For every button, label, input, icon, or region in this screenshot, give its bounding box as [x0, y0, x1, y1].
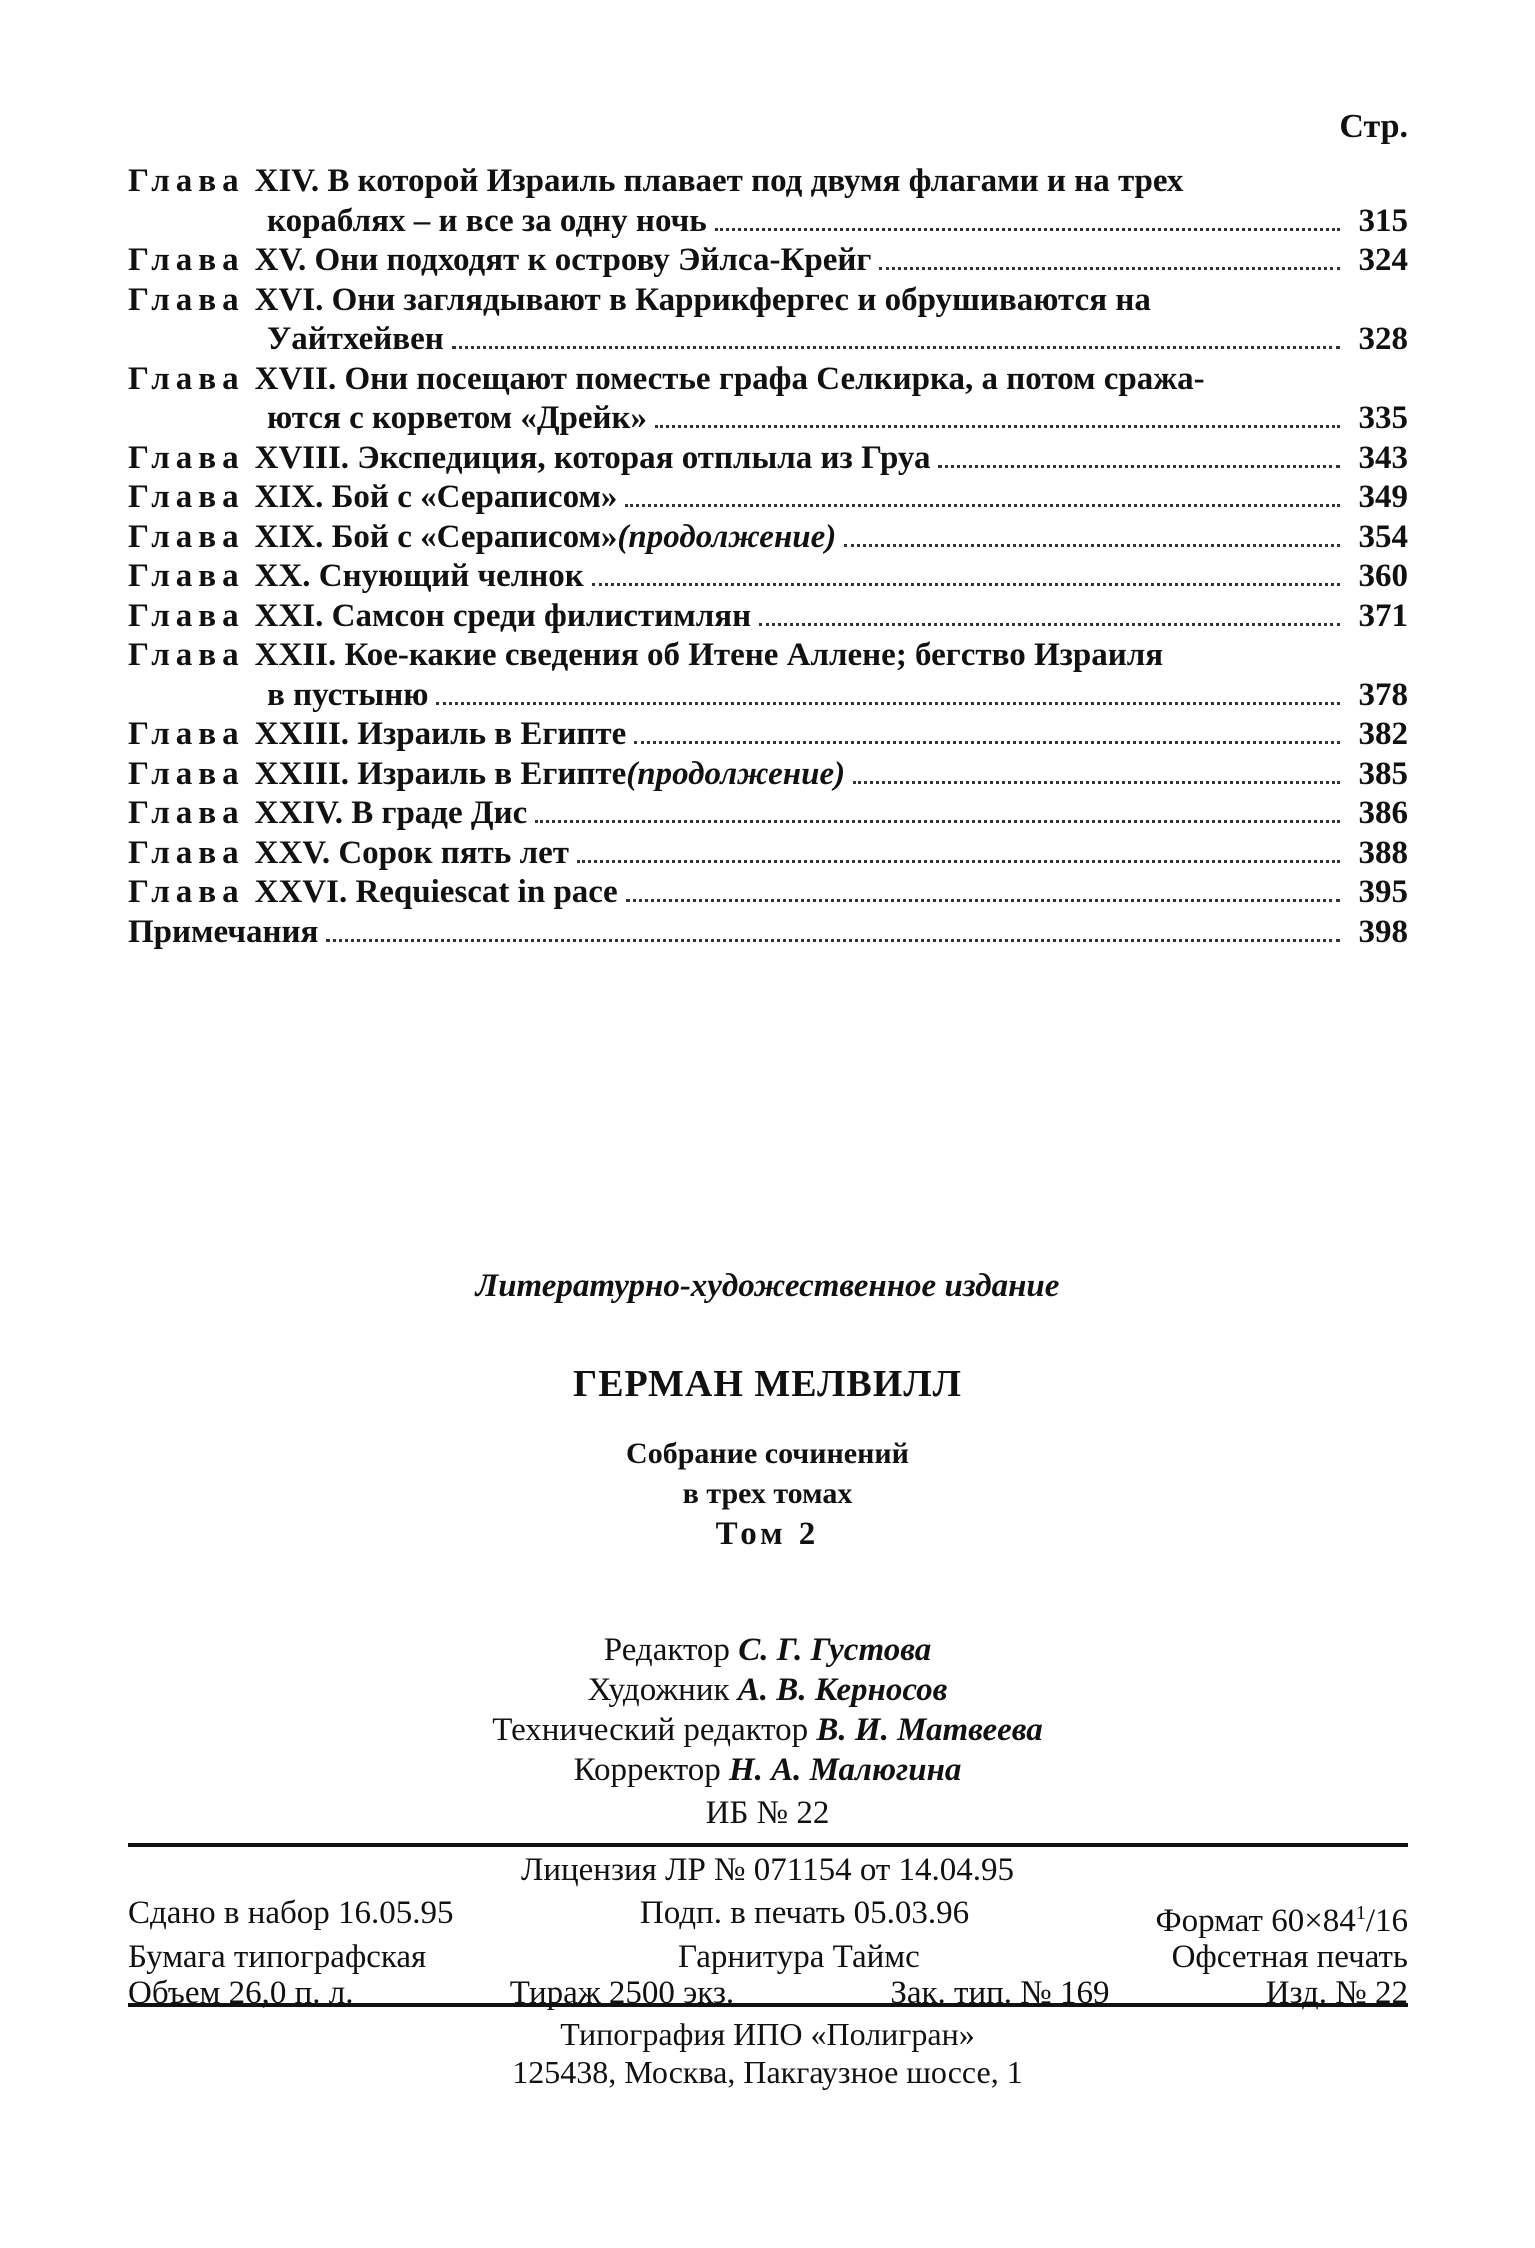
chapter-label: Глава	[128, 597, 245, 634]
chapter-title-continuation: кораблях – и все за одну ночь	[267, 202, 707, 239]
dot-leader	[844, 543, 1340, 547]
toc-entry	[128, 518, 1408, 558]
credit-editor: Редактор С. Г. Густова	[603, 1632, 932, 1668]
dot-leader	[436, 701, 1340, 705]
paper: Бумага типографская	[128, 1939, 427, 1975]
chapter-label: Глава	[128, 637, 245, 673]
toc-entry	[128, 636, 1408, 715]
toc-entry	[128, 834, 1408, 874]
page-number: 315	[1358, 202, 1408, 239]
toc-entry	[128, 715, 1408, 755]
chapter-title: XIX. Бой с «Сераписом»	[254, 479, 618, 515]
chapter-title: XXIII. Израиль в Египте	[254, 755, 627, 792]
chapter-title: XXV. Сорок пять лет	[254, 834, 569, 871]
chapter-label: Глава	[128, 360, 245, 397]
chapter-label: Глава	[128, 439, 245, 476]
dot-leader	[452, 345, 1340, 349]
credits	[0, 1630, 1535, 1790]
page-number: 343	[1358, 439, 1408, 476]
chapter-title: XXIV. В граде Дис	[254, 795, 528, 831]
page-number: 398	[1358, 913, 1408, 950]
toc-entry	[128, 873, 1408, 913]
toc-entry	[128, 439, 1408, 479]
chapter-title: XVI. Они заглядывают в Каррикфергес и обрушиваются на	[254, 281, 1151, 318]
dot-leader	[326, 938, 1340, 942]
credit-proofreader: Корректор Н. А. Малюгина	[573, 1752, 962, 1788]
chapter-title: XIX. Бой с «Сераписом»	[254, 518, 618, 555]
table-of-contents	[128, 162, 1408, 952]
signed-to-print-date: Подп. в печать 05.03.96	[639, 1895, 970, 1931]
license-line: Лицензия ЛР № 071154 от 14.04.95	[520, 1852, 1015, 1888]
page-number: 328	[1358, 321, 1408, 357]
page-number: 382	[1358, 716, 1408, 752]
printer-name: Типография ИПО «Полигран»	[560, 2016, 975, 2052]
chapter-label: Глава	[128, 242, 245, 278]
toc-entry	[128, 241, 1408, 281]
toc-entry	[128, 755, 1408, 795]
chapter-label: Глава	[128, 795, 245, 831]
print-method: Офсетная печать	[1171, 1939, 1408, 1975]
printer-address: 125438, Москва, Пакгаузное шоссе, 1	[512, 2054, 1023, 2090]
chapter-label: Глава	[128, 163, 245, 199]
volume-number: Том 2	[715, 1516, 820, 1552]
toc-entry	[128, 478, 1408, 518]
work-title	[0, 1434, 1535, 1514]
chapter-label: Глава	[128, 281, 245, 318]
chapter-title: XXI. Самсон среди филистимлян	[254, 597, 752, 634]
page-number: 324	[1358, 242, 1408, 278]
page-number: 386	[1358, 795, 1408, 831]
work-title-line-2: в трех томах	[682, 1477, 853, 1510]
page-number: 371	[1358, 597, 1408, 634]
dot-leader	[634, 740, 1340, 744]
author-name: ГЕРМАН МЕЛВИЛЛ	[573, 1363, 962, 1405]
dot-leader	[577, 859, 1340, 863]
divider-rule	[128, 2003, 1408, 2007]
chapter-label: Глава	[128, 874, 245, 910]
printer-info	[0, 2015, 1535, 2091]
chapter-title-continuation: в пустыню	[267, 676, 429, 713]
ib-number: ИБ № 22	[705, 1795, 830, 1831]
print-details-row	[128, 1939, 1408, 1975]
publisher-number: Изд. № 22	[1265, 1975, 1408, 2011]
chapter-title: XV. Они подходят к острову Эйлса-Крейг	[254, 242, 872, 278]
toc-entry	[128, 913, 1408, 953]
print-details	[128, 1895, 1408, 2011]
chapter-note: (продолжение)	[626, 755, 846, 792]
page-number: 385	[1358, 755, 1408, 792]
typesetting-date: Сдано в набор 16.05.95	[128, 1895, 454, 1931]
chapter-title-continuation: Уайтхейвен	[267, 321, 444, 357]
chapter-title: XIV. В которой Израиль плавает под двумя флагами и на трех	[254, 163, 1184, 199]
toc-entry	[128, 557, 1408, 597]
dot-leader	[938, 464, 1340, 468]
toc-entry	[128, 162, 1408, 241]
dot-leader	[655, 424, 1340, 428]
toc-entry	[128, 794, 1408, 834]
page-number: 360	[1358, 558, 1408, 594]
chapter-title: XVII. Они посещают поместье графа Селкирка, а потом сража-	[254, 360, 1205, 397]
dot-leader	[715, 227, 1340, 231]
chapter-title: Примечания	[128, 913, 319, 950]
format: Формат $60\times 84^1/16$	[1155, 1902, 1408, 1939]
page-number: 378	[1358, 676, 1408, 713]
toc-page-column-header: Стр.	[1339, 108, 1408, 145]
chapter-title: XXII. Кое-какие сведения об Итене Аллене; бегство Израиля	[254, 637, 1164, 673]
page-number: 349	[1358, 479, 1408, 515]
toc-entry	[128, 360, 1408, 439]
toc-entry	[128, 597, 1408, 637]
page-number: 354	[1358, 518, 1408, 555]
dot-leader	[853, 780, 1340, 784]
page-number: 395	[1358, 874, 1408, 910]
typeface: Гарнитура Таймс	[678, 1939, 920, 1975]
dot-leader	[625, 503, 1340, 507]
chapter-title: XXVI. Requiescat in pace	[254, 874, 618, 910]
chapter-label: Глава	[128, 479, 245, 515]
dot-leader	[759, 622, 1340, 626]
chapter-label: Глава	[128, 834, 245, 871]
edition-type: Литературно-художественное издание	[475, 1268, 1060, 1304]
dot-leader	[879, 266, 1340, 270]
chapter-label: Глава	[128, 518, 245, 555]
toc-entry	[128, 281, 1408, 360]
credit-technical-editor: Технический редактор В. И. Матвеева	[492, 1712, 1043, 1748]
chapter-title: XVIII. Экспедиция, которая отплыла из Груа	[254, 439, 931, 476]
chapter-note: (продолжение)	[617, 518, 837, 555]
dot-leader	[592, 582, 1340, 586]
chapter-title: XXIII. Израиль в Египте	[254, 716, 627, 752]
print-details-row	[128, 1895, 1408, 1939]
page-number: 335	[1358, 400, 1408, 436]
chapter-label: Глава	[128, 558, 245, 594]
chapter-label: Глава	[128, 716, 245, 752]
dot-leader	[626, 898, 1340, 902]
print-run: Тираж 2500 экз.	[509, 1975, 735, 2011]
chapter-title-continuation: ются с корветом «Дрейк»	[267, 400, 648, 436]
work-title-line-1: Собрание сочинений	[626, 1437, 909, 1470]
page-number: 388	[1358, 834, 1408, 871]
order-number: Зак. тип. № 169	[890, 1975, 1110, 2011]
volume-sheets: Объем 26,0 п. л.	[128, 1975, 354, 2011]
credit-artist: Художник А. В. Керносов	[587, 1672, 948, 1708]
chapter-label: Глава	[128, 755, 245, 792]
divider-rule	[128, 1843, 1408, 1847]
dot-leader	[535, 819, 1340, 823]
chapter-title: XX. Снующий челнок	[254, 558, 584, 594]
